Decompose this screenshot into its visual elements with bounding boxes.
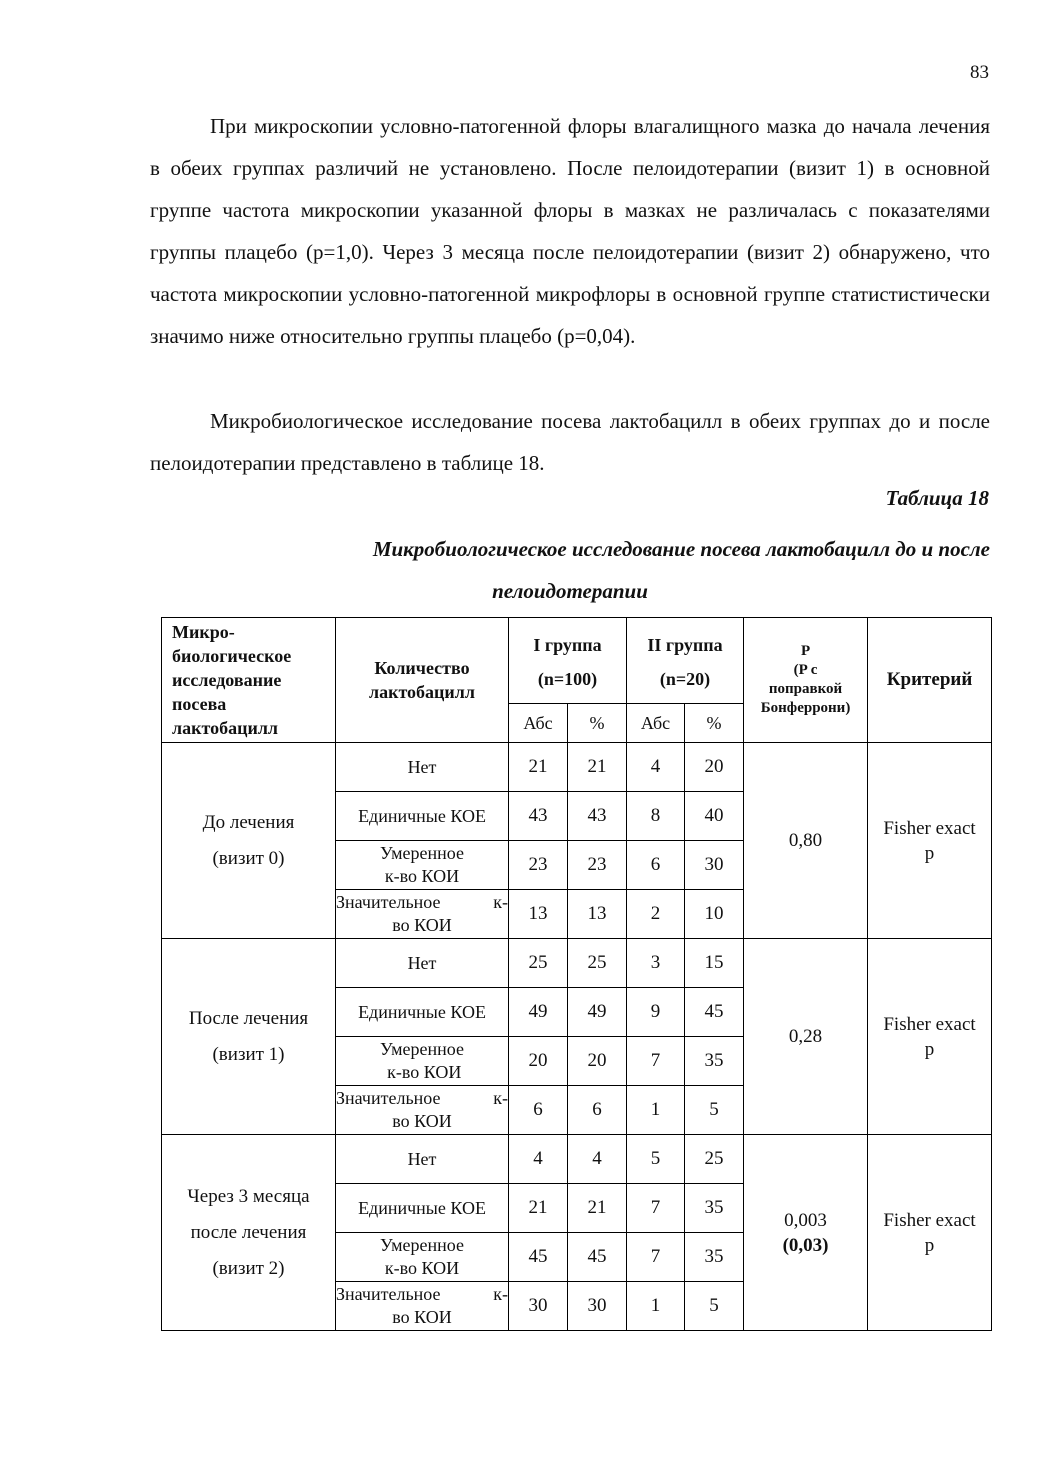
period-line: До лечения bbox=[202, 811, 295, 833]
header-study bbox=[162, 618, 336, 743]
value-g2-abs: 9 bbox=[627, 988, 685, 1037]
header-g1-abs: Абс bbox=[509, 704, 568, 743]
period-line: после лечения bbox=[190, 1221, 307, 1243]
quantity-cell bbox=[336, 890, 509, 939]
value-g2-pct: 5 bbox=[685, 1282, 744, 1331]
criterion-line: Fisher exact bbox=[883, 1013, 976, 1035]
quantity-line: Умеренное bbox=[379, 843, 464, 863]
header-quantity-line: лактобацилл bbox=[368, 682, 475, 702]
value-g1-pct: 21 bbox=[568, 1184, 627, 1233]
quantity-cell bbox=[336, 1037, 509, 1086]
header-study-line: биологическое bbox=[172, 646, 292, 666]
quantity-cell bbox=[336, 1233, 509, 1282]
header-study-line: посева bbox=[172, 694, 227, 714]
period-cell bbox=[162, 743, 336, 939]
value-g1-abs: 20 bbox=[509, 1037, 568, 1086]
criterion-line: p bbox=[924, 1038, 935, 1060]
value-g1-pct: 49 bbox=[568, 988, 627, 1037]
value-g2-abs: 4 bbox=[627, 743, 685, 792]
table-row bbox=[162, 939, 992, 988]
quantity-line: к-во КОИ bbox=[384, 866, 460, 886]
value-g2-pct: 35 bbox=[685, 1037, 744, 1086]
table-row bbox=[162, 743, 992, 792]
period-line: Через 3 месяца bbox=[187, 1185, 310, 1207]
header-group-1-line: I группа bbox=[533, 634, 602, 655]
value-g2-pct: 30 bbox=[685, 841, 744, 890]
quantity-cell bbox=[336, 939, 509, 988]
header-p-value-line: Бонферрони) bbox=[760, 700, 851, 716]
quantity-line: Значительное к- bbox=[336, 892, 508, 912]
header-g1-pct: % bbox=[568, 704, 627, 743]
criterion-line: Fisher exact bbox=[883, 1209, 976, 1231]
criterion-line: p bbox=[924, 1234, 935, 1256]
period-line: (визит 0) bbox=[212, 847, 285, 869]
header-p-value-line: P bbox=[800, 643, 811, 659]
quantity-line: Нет bbox=[407, 952, 437, 973]
value-g1-abs: 45 bbox=[509, 1233, 568, 1282]
p-value: 0,80 bbox=[788, 830, 823, 851]
quantity-line: Значительное к- bbox=[336, 1284, 508, 1304]
quantity-cell bbox=[336, 743, 509, 792]
quantity-line: Нет bbox=[407, 1148, 437, 1169]
paragraph-culture-intro: Микробиологическое исследование посева лактобацилл в обеих группах до и после пелоидотерапии представлено в таблице 18. bbox=[150, 409, 990, 475]
p-value-cell bbox=[744, 1135, 868, 1331]
header-criterion: Критерий bbox=[868, 618, 992, 743]
value-g1-pct: 30 bbox=[568, 1282, 627, 1331]
value-g2-pct: 45 bbox=[685, 988, 744, 1037]
header-group-2-line: (n=20) bbox=[659, 668, 711, 689]
value-g2-pct: 35 bbox=[685, 1233, 744, 1282]
value-g1-pct: 4 bbox=[568, 1135, 627, 1184]
quantity-cell bbox=[336, 841, 509, 890]
quantity-line: Нет bbox=[407, 756, 437, 777]
quantity-line: Единичные КОЕ bbox=[358, 1001, 486, 1022]
quantity-line: Умеренное bbox=[379, 1235, 464, 1255]
quantity-cell bbox=[336, 1184, 509, 1233]
value-g1-abs: 4 bbox=[509, 1135, 568, 1184]
value-g1-pct: 21 bbox=[568, 743, 627, 792]
value-g2-pct: 25 bbox=[685, 1135, 744, 1184]
value-g1-pct: 6 bbox=[568, 1086, 627, 1135]
quantity-line: во КОИ bbox=[392, 1307, 452, 1327]
value-g2-pct: 5 bbox=[685, 1086, 744, 1135]
quantity-line: к-во КОИ bbox=[382, 1062, 462, 1082]
table-caption bbox=[150, 528, 990, 612]
value-g1-abs: 49 bbox=[509, 988, 568, 1037]
period-line: (визит 2) bbox=[212, 1257, 285, 1279]
value-g1-abs: 30 bbox=[509, 1282, 568, 1331]
value-g2-abs: 7 bbox=[627, 1233, 685, 1282]
criterion-cell bbox=[868, 939, 992, 1135]
value-g2-abs: 6 bbox=[627, 841, 685, 890]
header-study-line: лактобацилл bbox=[172, 718, 279, 738]
table-label: Таблица 18 bbox=[885, 486, 989, 510]
lactobacilli-table bbox=[161, 617, 992, 1331]
value-g1-abs: 21 bbox=[509, 743, 568, 792]
header-g2-abs: Абс bbox=[627, 704, 685, 743]
value-g1-abs: 25 bbox=[509, 939, 568, 988]
p-value-corrected: (0,03) bbox=[782, 1234, 829, 1256]
value-g2-pct: 20 bbox=[685, 743, 744, 792]
value-g1-abs: 6 bbox=[509, 1086, 568, 1135]
value-g1-pct: 13 bbox=[568, 890, 627, 939]
header-quantity-line: Количество bbox=[374, 658, 470, 678]
quantity-cell bbox=[336, 792, 509, 841]
p-value: 0,28 bbox=[788, 1026, 823, 1047]
value-g2-abs: 1 bbox=[627, 1282, 685, 1331]
header-p-value-line: (P с bbox=[793, 662, 818, 678]
criterion-line: p bbox=[924, 842, 935, 864]
criterion-cell bbox=[868, 743, 992, 939]
value-g1-pct: 45 bbox=[568, 1233, 627, 1282]
value-g2-pct: 40 bbox=[685, 792, 744, 841]
quantity-line: к-во КОИ bbox=[384, 1258, 460, 1278]
quantity-line: Умеренное bbox=[379, 1039, 464, 1059]
quantity-line: Единичные КОЕ bbox=[358, 1197, 486, 1218]
value-g2-abs: 3 bbox=[627, 939, 685, 988]
header-group-1 bbox=[509, 618, 627, 704]
table-caption-line-2: пелоидотерапии bbox=[492, 579, 648, 603]
quantity-cell bbox=[336, 1282, 509, 1331]
paragraph-microscopy: При микроскопии условно-патогенной флоры влагалищного мазка до начала лечения в обеих группах различий не установлено. После пелоидотерапии (визит 1) в основной группе частота микроскопии указанной флоры в мазках не различалась с показателями группы плацебо (p=1,0). Через 3 месяца после пелоидотерапии (визит 2) обнаружено, что частота микроскопии условно-патогенной микрофлоры в основной группе статистистически значимо ниже относительно группы плацебо (p=0,04). bbox=[150, 114, 990, 348]
p-value-cell bbox=[744, 939, 868, 1135]
value-g1-pct: 43 bbox=[568, 792, 627, 841]
value-g2-pct: 15 bbox=[685, 939, 744, 988]
table-row bbox=[162, 1135, 992, 1184]
quantity-line: во КОИ bbox=[392, 1111, 452, 1131]
value-g1-pct: 20 bbox=[568, 1037, 627, 1086]
criterion-cell bbox=[868, 1135, 992, 1331]
header-study-line: Микро- bbox=[172, 622, 235, 642]
quantity-line: Значительное к- bbox=[336, 1088, 508, 1108]
p-value: 0,003 bbox=[784, 1209, 827, 1231]
quantity-cell bbox=[336, 1135, 509, 1184]
page-number: 83 bbox=[970, 62, 989, 83]
table-caption-line-1: Микробиологическое исследование посева лактобацилл до и после bbox=[372, 537, 990, 561]
header-quantity bbox=[336, 618, 509, 743]
value-g2-pct: 10 bbox=[685, 890, 744, 939]
value-g1-abs: 43 bbox=[509, 792, 568, 841]
period-line: (визит 1) bbox=[212, 1043, 285, 1065]
header-row-main bbox=[162, 618, 992, 704]
quantity-cell bbox=[336, 988, 509, 1037]
header-group-2-line: II группа bbox=[647, 634, 723, 655]
value-g2-pct: 35 bbox=[685, 1184, 744, 1233]
header-p-value-line: поправкой bbox=[768, 681, 843, 697]
value-g2-abs: 7 bbox=[627, 1184, 685, 1233]
header-p-value bbox=[744, 618, 868, 743]
value-g1-abs: 21 bbox=[509, 1184, 568, 1233]
value-g2-abs: 5 bbox=[627, 1135, 685, 1184]
value-g1-abs: 23 bbox=[509, 841, 568, 890]
header-group-2 bbox=[627, 618, 744, 704]
value-g1-pct: 23 bbox=[568, 841, 627, 890]
value-g2-abs: 7 bbox=[627, 1037, 685, 1086]
value-g1-pct: 25 bbox=[568, 939, 627, 988]
period-cell bbox=[162, 1135, 336, 1331]
header-study-line: исследование bbox=[172, 670, 282, 690]
header-group-1-line: (n=100) bbox=[537, 668, 598, 689]
p-value-cell bbox=[744, 743, 868, 939]
header-g2-pct: % bbox=[685, 704, 744, 743]
value-g2-abs: 1 bbox=[627, 1086, 685, 1135]
quantity-line: во КОИ bbox=[392, 915, 452, 935]
value-g2-abs: 8 bbox=[627, 792, 685, 841]
quantity-cell bbox=[336, 1086, 509, 1135]
value-g2-abs: 2 bbox=[627, 890, 685, 939]
quantity-line: Единичные КОЕ bbox=[358, 805, 486, 826]
criterion-line: Fisher exact bbox=[883, 817, 976, 839]
period-cell bbox=[162, 939, 336, 1135]
value-g1-abs: 13 bbox=[509, 890, 568, 939]
period-line: После лечения bbox=[188, 1007, 309, 1029]
